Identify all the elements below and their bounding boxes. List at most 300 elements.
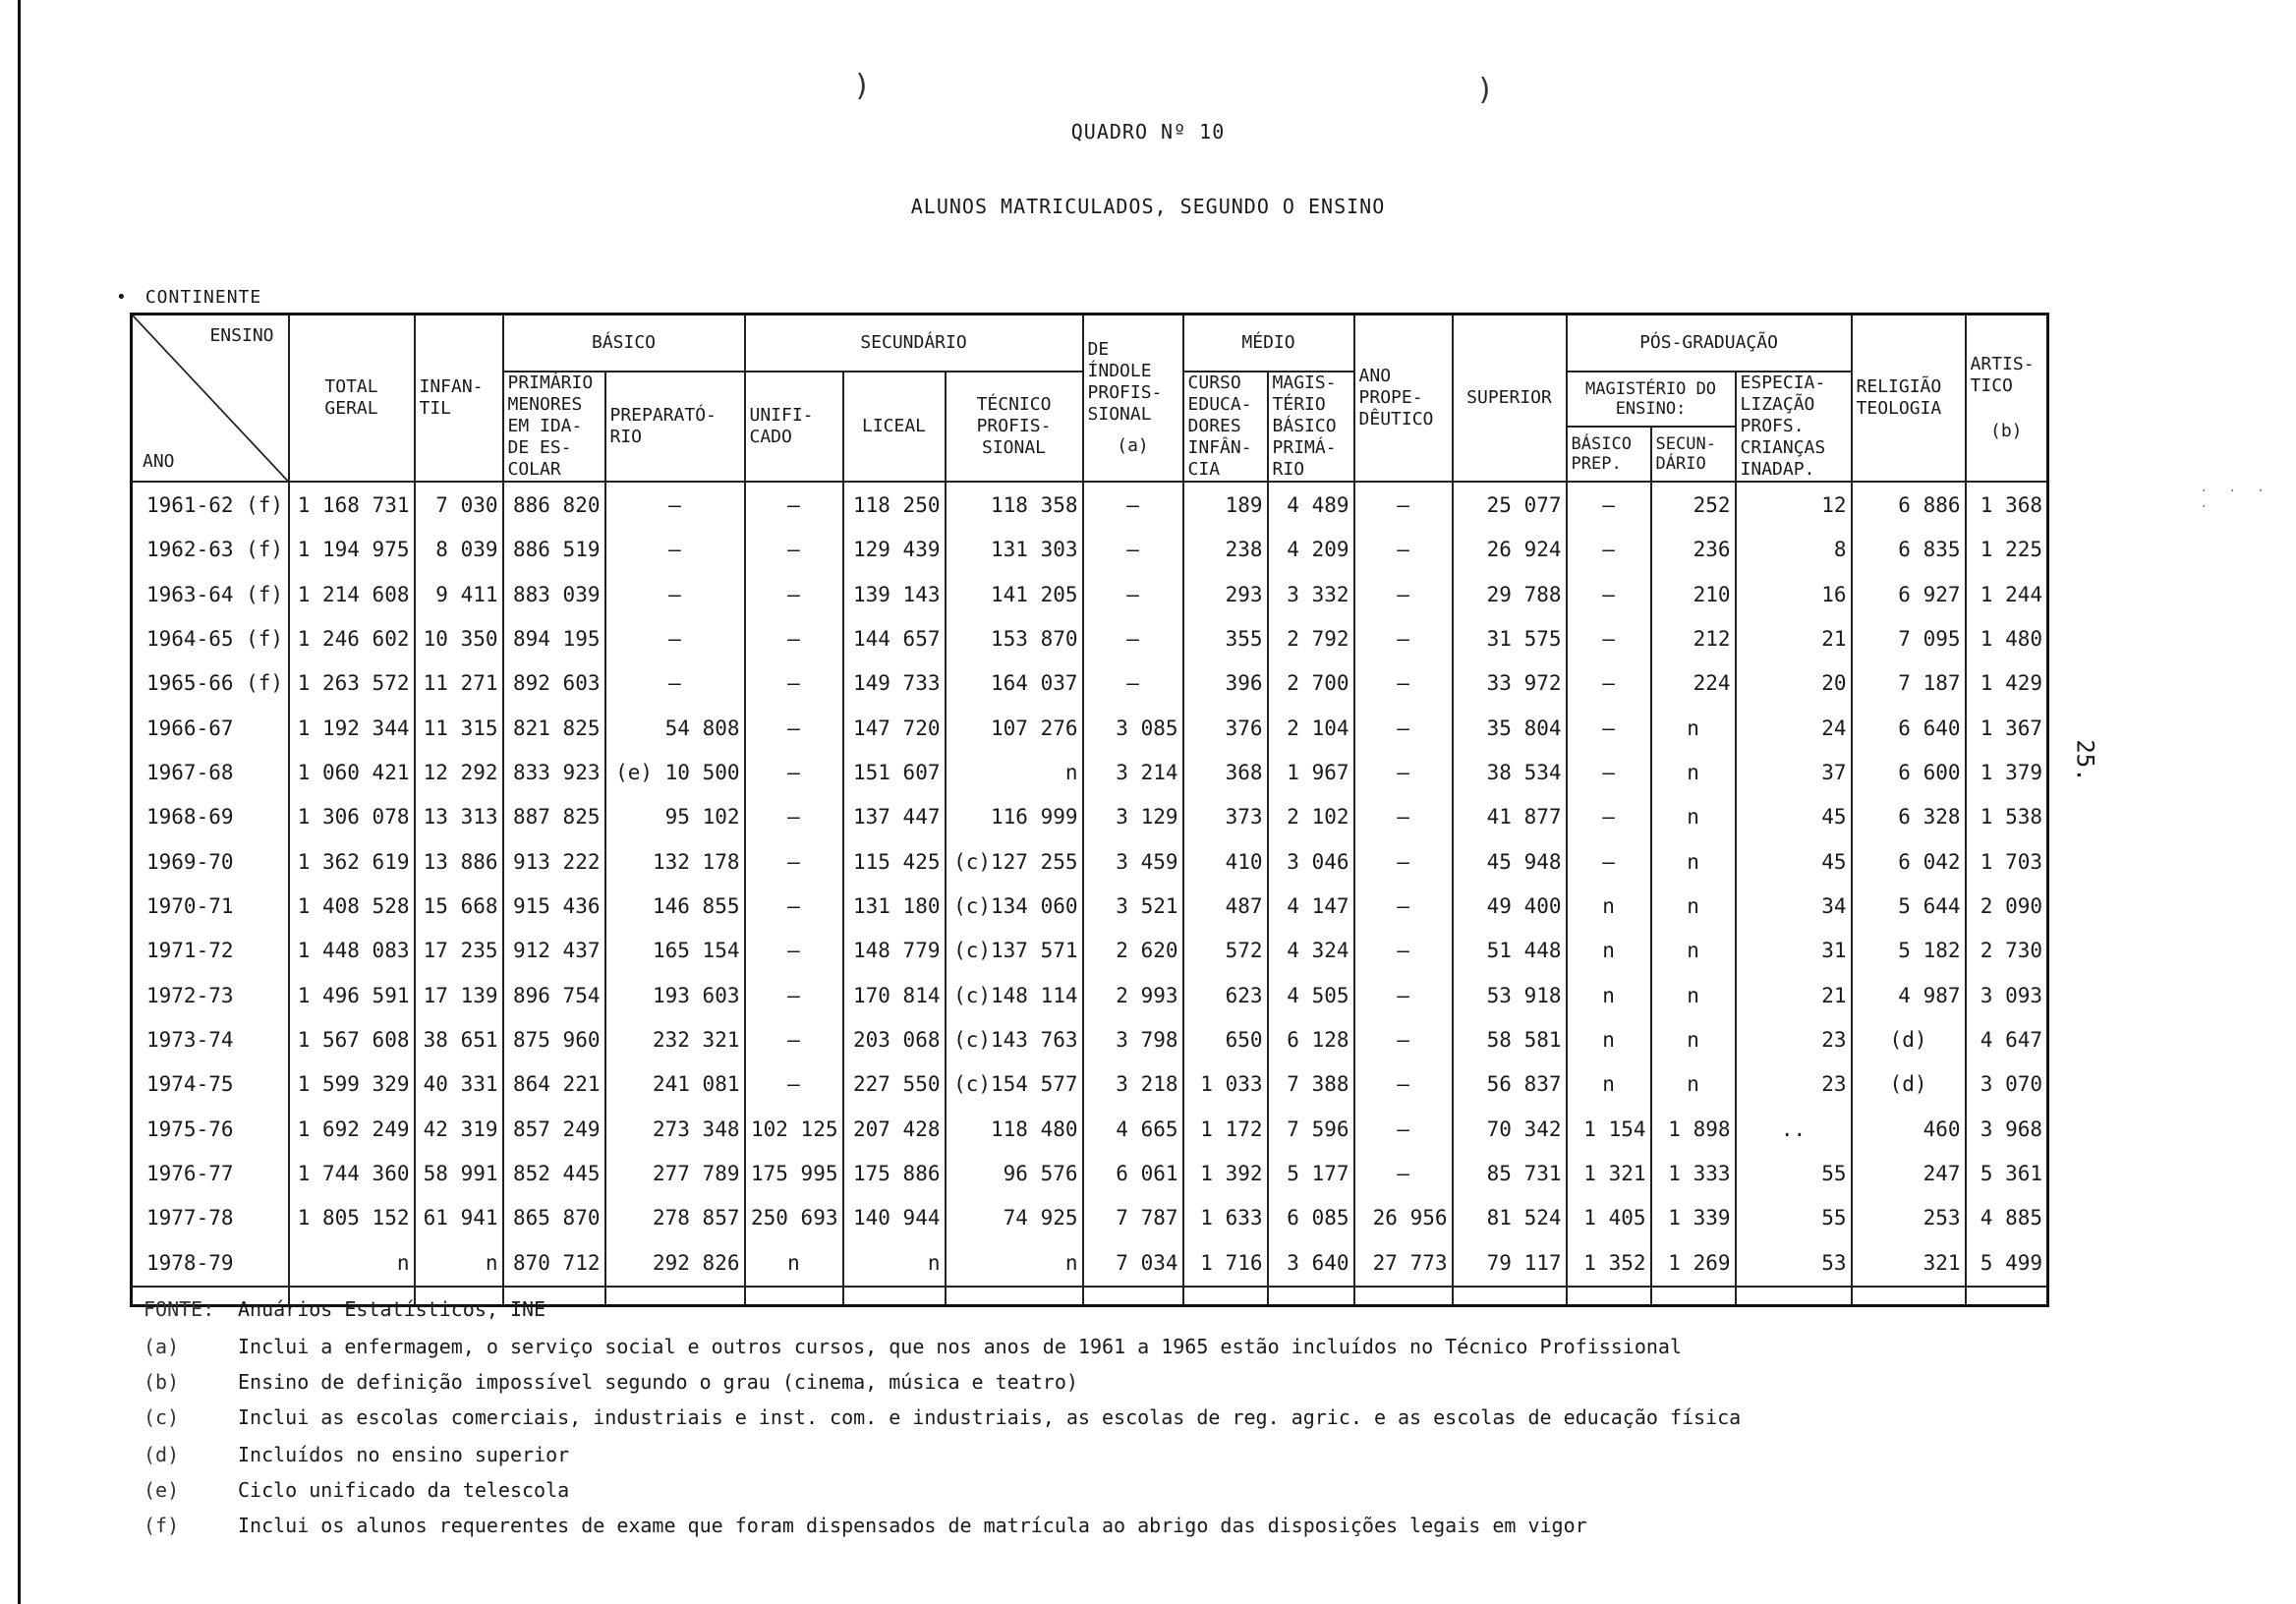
table-cell: 31 [1736, 929, 1852, 973]
table-cell: n [1567, 929, 1651, 973]
table-cell: 1 244 [1966, 572, 2048, 616]
table-cell: 4 987 [1852, 973, 1966, 1017]
table-cell: 132 178 [605, 839, 745, 884]
table-cell: 852 445 [503, 1151, 605, 1195]
table-cell: 6 835 [1852, 528, 1966, 572]
table-cell: 55 [1736, 1151, 1852, 1195]
spacer-cell [1354, 1287, 1453, 1306]
table-cell: 26 956 [1354, 1196, 1453, 1240]
row-year: 1968-69 [132, 795, 289, 839]
row-year: 1976-77 [132, 1151, 289, 1195]
table-cell: 1 392 [1183, 1151, 1268, 1195]
header-superior: SUPERIOR [1453, 315, 1567, 483]
table-cell: 1 480 [1966, 616, 2048, 660]
table-cell: 118 358 [946, 482, 1083, 528]
table-cell: — [1567, 572, 1651, 616]
table-cell: 3 085 [1083, 706, 1183, 750]
table-cell: (c)137 571 [946, 929, 1083, 973]
table-cell: 5 361 [1966, 1151, 2048, 1195]
table-cell: n [843, 1240, 946, 1287]
footnote-key: (d) [144, 1443, 180, 1466]
enrollment-table [130, 313, 2049, 1307]
table-cell: 224 [1651, 661, 1736, 706]
table-cell: 5 177 [1268, 1151, 1354, 1195]
header-artistico [1966, 315, 2048, 483]
table-cell: n [1651, 795, 1736, 839]
table-cell: 74 925 [946, 1196, 1083, 1240]
footnote [144, 1405, 1741, 1429]
table-cell: 1 967 [1268, 750, 1354, 794]
table-cell: 1 154 [1567, 1107, 1651, 1151]
footnote-key: (e) [144, 1478, 180, 1502]
table-cell: — [1354, 1107, 1453, 1151]
table-cell: n [1651, 839, 1736, 884]
table-row [132, 661, 2048, 706]
table-cell: 38 651 [415, 1017, 503, 1061]
row-year: 1970-71 [132, 884, 289, 928]
scan-mark-left: ) [853, 69, 872, 103]
header-medio: MÉDIO [1183, 315, 1354, 372]
table-cell: 1 225 [1966, 528, 2048, 572]
spacer-cell [1183, 1287, 1268, 1306]
table-cell: 6 328 [1852, 795, 1966, 839]
table-cell: 23 [1736, 1062, 1852, 1107]
table-cell: 164 037 [946, 661, 1083, 706]
table-cell: 212 [1651, 616, 1736, 660]
table-cell: 5 182 [1852, 929, 1966, 973]
table-cell: 252 [1651, 482, 1736, 528]
table-cell: 4 147 [1268, 884, 1354, 928]
row-year: 1965-66 (f) [132, 661, 289, 706]
table-row [132, 1017, 2048, 1061]
table-cell: 3 332 [1268, 572, 1354, 616]
header-artistico-note: (b) [1990, 421, 2023, 441]
header-curso-educadores: CURSO EDUCA- DORES INFÂN- CIA [1183, 372, 1268, 482]
table-cell: — [1567, 839, 1651, 884]
table-cell: — [1354, 482, 1453, 528]
scan-noise: . . . . [2200, 480, 2271, 511]
spacer-cell [1083, 1287, 1183, 1306]
table-cell: 147 720 [843, 706, 946, 750]
table-cell: — [1354, 884, 1453, 928]
row-year: 1962-63 (f) [132, 528, 289, 572]
table-cell: 1 033 [1183, 1062, 1268, 1107]
table-cell: 1 408 528 [289, 884, 415, 928]
table-cell: n [1651, 973, 1736, 1017]
row-year: 1966-67 [132, 706, 289, 750]
header-basico: BÁSICO [503, 315, 745, 372]
header-tecnico: TÉCNICO PROFIS- SIONAL [946, 372, 1083, 482]
header-ensino: ENSINO [209, 325, 274, 346]
header-religiao: RELIGIÃO TEOLOGIA [1852, 315, 1966, 483]
table-cell: 79 117 [1453, 1240, 1567, 1287]
table-row [132, 528, 2048, 572]
row-year: 1961-62 (f) [132, 482, 289, 528]
table-cell: 5 499 [1966, 1240, 2048, 1287]
table-cell: 821 825 [503, 706, 605, 750]
table-cell: 227 550 [843, 1062, 946, 1107]
table-cell: 58 581 [1453, 1017, 1567, 1061]
table-cell: 857 249 [503, 1107, 605, 1151]
table-cell: 40 331 [415, 1062, 503, 1107]
table-cell: 4 665 [1083, 1107, 1183, 1151]
table-cell: (d) [1852, 1017, 1966, 1061]
table-cell: 8 039 [415, 528, 503, 572]
table-cell: 293 [1183, 572, 1268, 616]
table-cell: 12 [1736, 482, 1852, 528]
table-cell: 115 425 [843, 839, 946, 884]
table-cell: 6 128 [1268, 1017, 1354, 1061]
header-ano: ANO [143, 451, 175, 472]
table-cell: 20 [1736, 661, 1852, 706]
table-cell: 51 448 [1453, 929, 1567, 973]
table-cell: 141 205 [946, 572, 1083, 616]
table-cell: n [1567, 1062, 1651, 1107]
bullet-icon: • [116, 287, 128, 308]
table-cell: 3 129 [1083, 795, 1183, 839]
row-year: 1978-79 [132, 1240, 289, 1287]
table-cell: 865 870 [503, 1196, 605, 1240]
footnote-key: (c) [144, 1405, 180, 1429]
footnote-text: Inclui a enfermagem, o serviço social e outros cursos, que nos anos de 1961 a 1965 estão incluídos no Técnico Profissional [238, 1335, 1683, 1358]
table-cell: 1 246 602 [289, 616, 415, 660]
table-cell: 250 693 [745, 1196, 843, 1240]
table-cell: 25 077 [1453, 482, 1567, 528]
table-cell: — [745, 1062, 843, 1107]
footnote-text: Ensino de definição impossível segundo o grau (cinema, música e teatro) [238, 1370, 1078, 1394]
table-cell: 7 034 [1083, 1240, 1183, 1287]
table-cell: 1 306 078 [289, 795, 415, 839]
table-cell: — [1354, 750, 1453, 794]
footnote-key: FONTE: [144, 1297, 215, 1321]
table-cell: 894 195 [503, 616, 605, 660]
table-cell: 572 [1183, 929, 1268, 973]
table-cell: 292 826 [605, 1240, 745, 1287]
table-cell: — [1083, 661, 1183, 706]
row-year: 1971-72 [132, 929, 289, 973]
table-row [132, 706, 2048, 750]
table-cell: 15 668 [415, 884, 503, 928]
table-cell: — [1354, 973, 1453, 1017]
table-cell: 913 222 [503, 839, 605, 884]
row-year: 1967-68 [132, 750, 289, 794]
table-cell: 1 060 421 [289, 750, 415, 794]
table-cell: 7 187 [1852, 661, 1966, 706]
table-row [132, 616, 2048, 660]
table-cell: n [1651, 884, 1736, 928]
spacer-cell [1567, 1287, 1651, 1306]
table-cell: 149 733 [843, 661, 946, 706]
table-cell: 131 180 [843, 884, 946, 928]
header-primario: PRIMÁRIO MENORES EM IDA- DE ES- COLAR [503, 372, 605, 482]
table-cell: n [1567, 1017, 1651, 1061]
page-subtitle: ALUNOS MATRICULADOS, SEGUNDO O ENSINO [910, 195, 1386, 218]
table-cell: — [1567, 706, 1651, 750]
footnote-text: Ciclo unificado da telescola [238, 1478, 570, 1502]
table-cell: 207 428 [843, 1107, 946, 1151]
footnote [144, 1478, 569, 1502]
table-cell: 21 [1736, 973, 1852, 1017]
table-cell: 4 324 [1268, 929, 1354, 973]
table-cell: 396 [1183, 661, 1268, 706]
table-cell: 277 789 [605, 1151, 745, 1195]
table-cell: 17 139 [415, 973, 503, 1017]
spacer-cell [1736, 1287, 1852, 1306]
table-cell: — [1567, 528, 1651, 572]
spacer-cell [1268, 1287, 1354, 1306]
table-cell: n [1567, 884, 1651, 928]
header-liceal: LICEAL [843, 372, 946, 482]
table-cell: 21 [1736, 616, 1852, 660]
table-cell: 2 700 [1268, 661, 1354, 706]
table-cell: — [1354, 528, 1453, 572]
table-cell: 7 095 [1852, 616, 1966, 660]
table-cell: 3 640 [1268, 1240, 1354, 1287]
footnote [144, 1335, 1682, 1358]
table-cell: n [1651, 1062, 1736, 1107]
table-cell: 203 068 [843, 1017, 946, 1061]
table-row [132, 839, 2048, 884]
table-cell: 11 271 [415, 661, 503, 706]
table-cell: 7 388 [1268, 1062, 1354, 1107]
table-cell: 33 972 [1453, 661, 1567, 706]
table-cell: 1 805 152 [289, 1196, 415, 1240]
table-cell: 29 788 [1453, 572, 1567, 616]
table-cell: 247 [1852, 1151, 1966, 1195]
region-text: CONTINENTE [144, 287, 262, 308]
table-cell: 81 524 [1453, 1196, 1567, 1240]
table-cell: 232 321 [605, 1017, 745, 1061]
table-cell: 1 716 [1183, 1240, 1268, 1287]
table-cell: 45 [1736, 795, 1852, 839]
table-cell: — [1354, 795, 1453, 839]
table-cell: 368 [1183, 750, 1268, 794]
table-cell: 6 600 [1852, 750, 1966, 794]
table-cell: 3 798 [1083, 1017, 1183, 1061]
header-indole-profissional [1083, 315, 1183, 483]
header-artistico-label: ARTIS- TICO [1970, 354, 2035, 396]
row-year: 1972-73 [132, 973, 289, 1017]
spacer-cell [1852, 1287, 1966, 1306]
table-cell: 6 061 [1083, 1151, 1183, 1195]
footnote [144, 1297, 545, 1321]
footnote [144, 1514, 1587, 1537]
table-cell: 870 712 [503, 1240, 605, 1287]
table-cell: 16 [1736, 572, 1852, 616]
table-cell: — [1354, 929, 1453, 973]
table-cell: 1 362 619 [289, 839, 415, 884]
table-row [132, 973, 2048, 1017]
spacer-cell [946, 1287, 1083, 1306]
table-cell: 131 303 [946, 528, 1083, 572]
footnote-key: (b) [144, 1370, 180, 1394]
table-cell: 1 633 [1183, 1196, 1268, 1240]
table-cell: 864 221 [503, 1062, 605, 1107]
table-cell: — [745, 528, 843, 572]
table-cell: 355 [1183, 616, 1268, 660]
header-unificado: UNIFI- CADO [745, 372, 843, 482]
table-cell: — [745, 750, 843, 794]
table-cell: — [745, 839, 843, 884]
table-cell: — [1083, 528, 1183, 572]
footnote-text: Inclui os alunos requerentes de exame que foram dispensados de matrícula ao abrigo das disposições legais em vigor [238, 1514, 1587, 1537]
row-year: 1975-76 [132, 1107, 289, 1151]
table-cell: 236 [1651, 528, 1736, 572]
table-cell: 144 657 [843, 616, 946, 660]
table-row [132, 1062, 2048, 1107]
table-cell: — [745, 572, 843, 616]
table-cell: 23 [1736, 1017, 1852, 1061]
table-row [132, 750, 2048, 794]
table-cell: 1 599 329 [289, 1062, 415, 1107]
table-cell: 241 081 [605, 1062, 745, 1107]
table-cell: 3 046 [1268, 839, 1354, 884]
table-cell: 4 885 [1966, 1196, 2048, 1240]
table-cell: 45 948 [1453, 839, 1567, 884]
table-cell: 1 333 [1651, 1151, 1736, 1195]
table-cell: 54 808 [605, 706, 745, 750]
table-cell: 892 603 [503, 661, 605, 706]
table-cell: — [745, 1017, 843, 1061]
table-cell: 7 030 [415, 482, 503, 528]
table-cell: 6 085 [1268, 1196, 1354, 1240]
table-cell: 886 820 [503, 482, 605, 528]
table-cell: 6 640 [1852, 706, 1966, 750]
table-cell: 24 [1736, 706, 1852, 750]
table-cell: 2 792 [1268, 616, 1354, 660]
footnote [144, 1443, 569, 1466]
region-label [116, 287, 261, 308]
table-cell: 1 263 572 [289, 661, 415, 706]
table-cell: 49 400 [1453, 884, 1567, 928]
table-cell: — [1567, 795, 1651, 839]
table-cell: 273 348 [605, 1107, 745, 1151]
table-cell: 376 [1183, 706, 1268, 750]
table-cell: 13 886 [415, 839, 503, 884]
table-cell: 11 315 [415, 706, 503, 750]
table-cell: 1 168 731 [289, 482, 415, 528]
table-cell: (d) [1852, 1062, 1966, 1107]
table-cell: 623 [1183, 973, 1268, 1017]
spacer-cell [745, 1287, 843, 1306]
table-cell: 912 437 [503, 929, 605, 973]
table-cell: 1 567 608 [289, 1017, 415, 1061]
table-cell: — [745, 795, 843, 839]
table-cell: 1 339 [1651, 1196, 1736, 1240]
table-cell: 53 [1736, 1240, 1852, 1287]
table-cell: 12 292 [415, 750, 503, 794]
table-cell: 1 692 249 [289, 1107, 415, 1151]
table-cell: 35 804 [1453, 706, 1567, 750]
table-row [132, 795, 2048, 839]
table-cell: n [946, 1240, 1083, 1287]
table-cell: 53 918 [1453, 973, 1567, 1017]
table-row [132, 1151, 2048, 1195]
table-cell: — [605, 661, 745, 706]
table-row [132, 1196, 2048, 1240]
table-cell: 38 534 [1453, 750, 1567, 794]
table-cell: 137 447 [843, 795, 946, 839]
spacer-cell [1453, 1287, 1567, 1306]
table-cell: 2 620 [1083, 929, 1183, 973]
table-cell: 1 429 [1966, 661, 2048, 706]
table-cell: 1 367 [1966, 706, 2048, 750]
table-cell: — [1354, 706, 1453, 750]
table-cell: 6 886 [1852, 482, 1966, 528]
table-cell: 17 235 [415, 929, 503, 973]
table-cell: — [1567, 661, 1651, 706]
footnote-text: Incluídos no ensino superior [238, 1443, 570, 1466]
header-propedeutico: ANO PROPE- DÊUTICO [1354, 315, 1453, 483]
binding-line [18, 0, 21, 1604]
table-cell: 41 877 [1453, 795, 1567, 839]
table-cell: 2 090 [1966, 884, 2048, 928]
table-cell: 27 773 [1354, 1240, 1453, 1287]
table-cell: 278 857 [605, 1196, 745, 1240]
table-cell: 107 276 [946, 706, 1083, 750]
table-cell: n [1567, 973, 1651, 1017]
table-cell: 153 870 [946, 616, 1083, 660]
table-cell: 26 924 [1453, 528, 1567, 572]
table-cell: (c)127 255 [946, 839, 1083, 884]
table-row [132, 929, 2048, 973]
table-cell: n [1651, 750, 1736, 794]
row-year: 1964-65 (f) [132, 616, 289, 660]
table-cell: 13 313 [415, 795, 503, 839]
header-secundario: SECUNDÁRIO [745, 315, 1083, 372]
table-cell: 5 644 [1852, 884, 1966, 928]
table-cell: 56 837 [1453, 1062, 1567, 1107]
table-cell: — [1354, 616, 1453, 660]
page-number: 25. [2071, 739, 2099, 782]
table-cell: — [605, 616, 745, 660]
table-cell: 3 093 [1966, 973, 2048, 1017]
header-infantil: INFAN- TIL [415, 315, 503, 483]
table-cell: 321 [1852, 1240, 1966, 1287]
row-year: 1963-64 (f) [132, 572, 289, 616]
row-year: 1969-70 [132, 839, 289, 884]
table-cell: 4 647 [1966, 1017, 2048, 1061]
table-cell: 193 603 [605, 973, 745, 1017]
table-cell: 116 999 [946, 795, 1083, 839]
spacer-cell [605, 1287, 745, 1306]
table-cell: n [415, 1240, 503, 1287]
table-cell: 1 496 591 [289, 973, 415, 1017]
table-row [132, 1107, 2048, 1151]
table-cell: 373 [1183, 795, 1268, 839]
table-cell: — [605, 482, 745, 528]
table-cell: 140 944 [843, 1196, 946, 1240]
table-cell: — [1354, 839, 1453, 884]
table-body [132, 482, 2048, 1306]
table-cell: 1 321 [1567, 1151, 1651, 1195]
header-basico-prep: BÁSICO PREP. [1567, 427, 1651, 482]
table-cell: n [1651, 1017, 1736, 1061]
table-cell: n [745, 1240, 843, 1287]
scan-mark-right: ) [1476, 73, 1495, 107]
table-cell: 85 731 [1453, 1151, 1567, 1195]
table-cell: — [1567, 482, 1651, 528]
table-cell: 896 754 [503, 973, 605, 1017]
table-cell: 1 172 [1183, 1107, 1268, 1151]
footnote-text: Anuários Estatísticos, INE [238, 1297, 546, 1321]
table-cell: 7 596 [1268, 1107, 1354, 1151]
table-cell: n [1651, 929, 1736, 973]
table-cell: 3 459 [1083, 839, 1183, 884]
table-cell: 129 439 [843, 528, 946, 572]
table-cell: 3 070 [1966, 1062, 2048, 1107]
table-cell: 3 521 [1083, 884, 1183, 928]
